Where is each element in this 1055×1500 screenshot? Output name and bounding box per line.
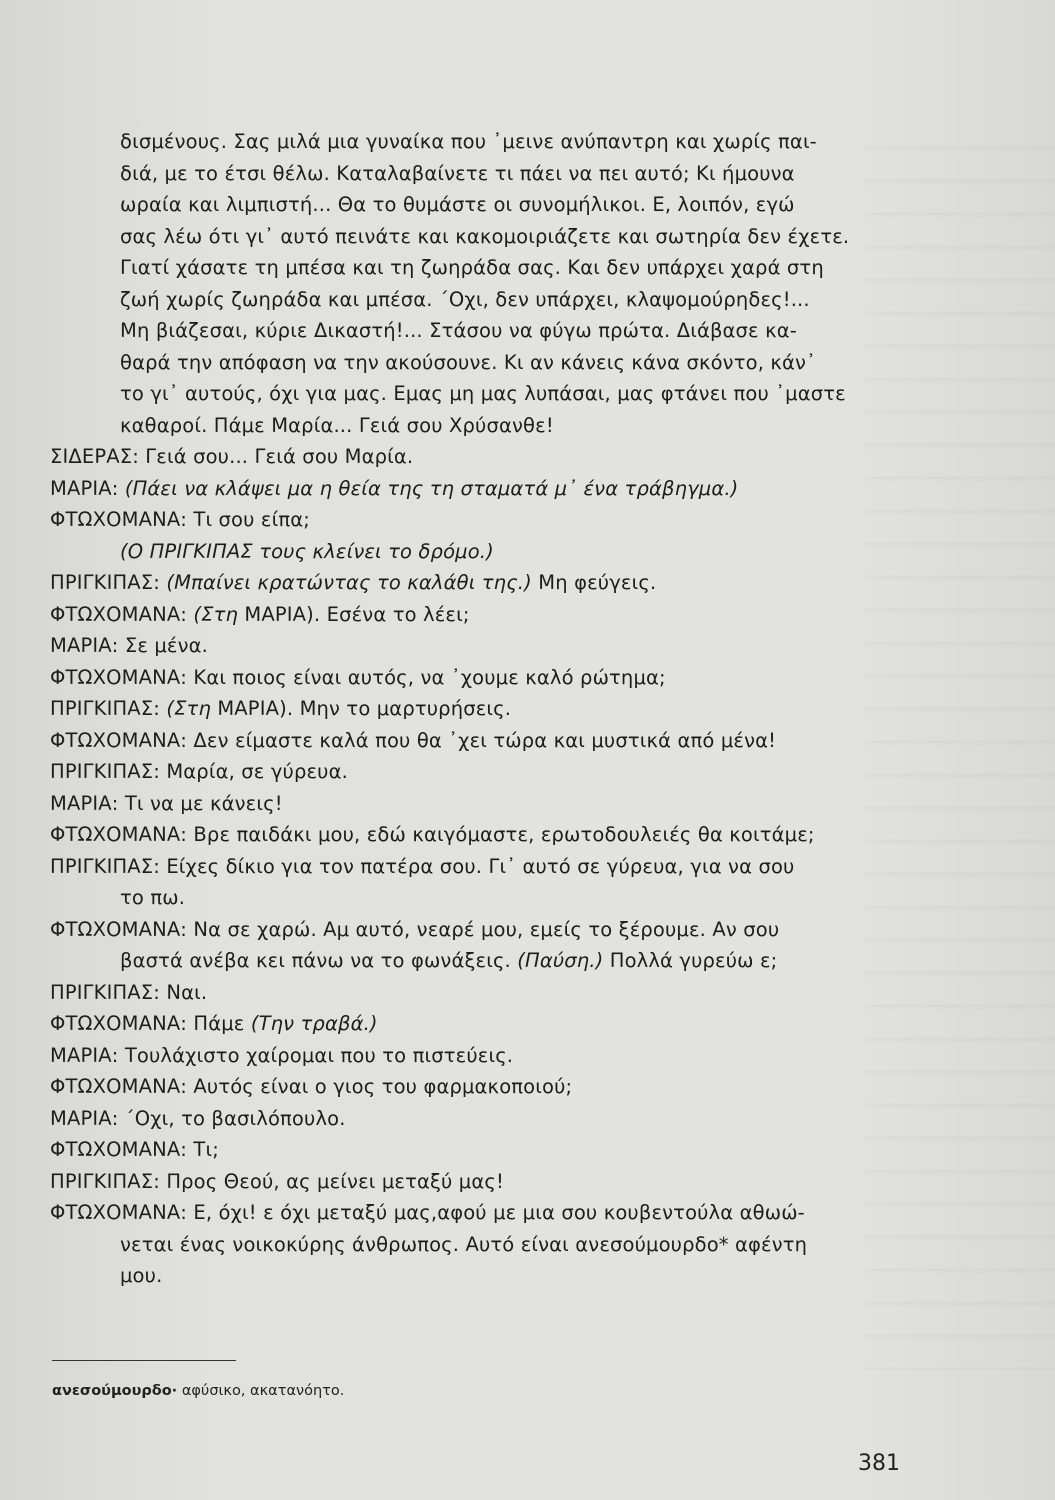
dialogue-line	[50, 1071, 910, 1103]
dialogue-continuation	[50, 882, 910, 914]
dialogue-line	[50, 1197, 910, 1229]
spoken-text: ΄Οχι, το βασιλόπουλο.	[124, 1106, 346, 1130]
text-line: Γιατί χάσατε τη μπέσα και τη ζωηράδα σας. Και δεν υπάρχει χαρά στη	[120, 256, 824, 279]
spoken-text: Μη φεύγεις.	[538, 571, 657, 594]
speaker-name: ΣΙΔΕΡΑΣ:	[50, 445, 139, 468]
text-line: το γι᾽ αυτούς, όχι για μας. Εμας μη μας λυπάσαι, μας φτάνει που ᾽μαστε	[120, 382, 846, 405]
stage-direction: (Ο ΠΡΙΓΚΙΠΑΣ τους κλείνει το δρόμο.)	[120, 539, 494, 563]
speaker-name: ΠΡΙΓΚΙΠΑΣ:	[50, 1169, 160, 1193]
spoken-text: Εσένα το λέει;	[326, 602, 470, 626]
spoken-text: Τι σου είπα;	[193, 508, 310, 531]
spoken-text: μου.	[120, 1264, 163, 1287]
spoken-text: Ε, όχι! ε όχι μεταξύ μας,αφού με μια σου κουβεντούλα αθωώ-	[193, 1201, 805, 1224]
dialogue-line	[50, 473, 910, 505]
dialogue-line	[50, 1008, 910, 1040]
speaker-name: ΦΤΩΧΟΜΑΝΑ:	[50, 1012, 188, 1035]
speaker-name: ΠΡΙΓΚΙΠΑΣ:	[50, 854, 160, 878]
spoken-text: Πάμε	[193, 1012, 245, 1035]
dialogue-line	[50, 567, 910, 599]
stage-direction: (Παύση.)	[517, 949, 604, 972]
speaker-name: ΦΤΩΧΟΜΑΝΑ:	[50, 1201, 188, 1224]
spoken-text: Δεν είμαστε καλά που θα ᾽χει τώρα και μυστικά από μένα!	[193, 728, 777, 752]
dialogue-line	[50, 1103, 910, 1135]
spoken-text: Πολλά γυρεύω ε;	[609, 949, 778, 972]
speaker-name: ΦΤΩΧΟΜΑΝΑ:	[50, 728, 188, 752]
stage-direction-name: ΜΑΡΙΑ).	[217, 697, 294, 720]
speaker-name: ΠΡΙΓΚΙΠΑΣ:	[50, 571, 160, 594]
dialogue-line	[50, 599, 910, 631]
dialogue-line	[50, 662, 910, 694]
speaker-name: ΠΡΙΓΚΙΠΑΣ:	[50, 760, 160, 783]
speaker-name: ΦΤΩΧΟΜΑΝΑ:	[50, 1138, 188, 1161]
dialogue-line	[50, 504, 910, 536]
stage-direction: (Στη	[193, 602, 239, 626]
spoken-text: Να σε χαρώ. Αμ αυτό, νεαρέ μου, εμείς το ξέρουμε. Αν σου	[193, 917, 780, 941]
speaker-name: ΦΤΩΧΟΜΑΝΑ:	[50, 917, 188, 941]
spoken-text: Τι να με κάνεις!	[124, 791, 283, 815]
stage-direction-line	[50, 536, 910, 568]
speaker-name: ΦΤΩΧΟΜΑΝΑ:	[50, 665, 188, 689]
dialogue-line	[50, 851, 910, 883]
speaker-name: ΦΤΩΧΟΜΑΝΑ:	[50, 508, 188, 531]
text-line: Μη βιάζεσαι, κύριε Δικαστή!... Στάσου να φύγω πρώτα. Διάβασε κα-	[120, 319, 797, 342]
stage-direction: (Την τραβά.)	[250, 1012, 378, 1035]
spoken-text: το πω.	[120, 886, 186, 909]
spoken-text: Είχες δίκιο για τον πατέρα σου. Γι᾽ αυτό σε γύρευα, για να σου	[166, 854, 795, 878]
footnote	[52, 1383, 344, 1399]
dialogue-continuation	[50, 1229, 910, 1261]
speaker-name: ΜΑΡΙΑ:	[50, 476, 119, 500]
dialogue-line	[50, 819, 910, 851]
dialogue-line	[50, 756, 910, 788]
dialogue-line	[50, 630, 910, 662]
dialogue-line	[50, 725, 910, 757]
stage-direction: (Πάει να κλάψει μα η θεία της τη σταματά μ᾽ ένα τράβηγμα.)	[124, 476, 739, 500]
spoken-text: Γειά σου... Γειά σου Μαρία.	[145, 445, 414, 468]
speaker-name: ΠΡΙΓΚΙΠΑΣ:	[50, 697, 160, 720]
spoken-text: Σε μένα.	[124, 634, 208, 657]
footnote-divider	[52, 1360, 236, 1361]
speaker-name: ΜΑΡΙΑ:	[50, 791, 119, 815]
speaker-name: ΦΤΩΧΟΜΑΝΑ:	[50, 1075, 188, 1098]
dialogue-continuation	[50, 945, 910, 977]
speaker-name: ΦΤΩΧΟΜΑΝΑ:	[50, 602, 188, 626]
stage-direction-name: ΜΑΡΙΑ).	[244, 602, 321, 626]
dialogue-line	[50, 1134, 910, 1166]
dialogue-continuation	[50, 1260, 910, 1292]
spoken-text: Τι;	[193, 1138, 219, 1161]
spoken-text: Τουλάχιστο χαίρομαι που το πιστεύεις.	[124, 1043, 514, 1067]
dialogue-line	[50, 693, 910, 725]
speaker-name: ΜΑΡΙΑ:	[50, 1106, 119, 1130]
speaker-name: ΠΡΙΓΚΙΠΑΣ:	[50, 980, 160, 1004]
text-line: καθαροί. Πάμε Μαρία... Γειά σου Χρύσανθε!	[120, 413, 554, 437]
spoken-text: Και ποιος είναι αυτός, να ᾽χουμε καλό ρώτημα;	[193, 665, 666, 689]
spoken-text: Αυτός είναι ο γιος του φαρμακοποιού;	[193, 1075, 573, 1098]
footnote-term: ανεσούμουρδο·	[52, 1383, 178, 1399]
text-line: ωραία και λιμπιστή... Θα το θυμάστε οι συνομήλικοι. Ε, λοιπόν, εγώ	[120, 193, 795, 216]
footnote-definition: αφύσικο, ακατανόητο.	[181, 1383, 345, 1399]
speaker-name: ΜΑΡΙΑ:	[50, 634, 119, 657]
text-line: διά, με το έτσι θέλω. Καταλαβαίνετε τι πάει να πει αυτό; Κι ήμουνα	[120, 161, 795, 185]
dialogue-line	[50, 788, 910, 820]
spoken-text: Ναι.	[166, 980, 208, 1004]
spoken-text: βαστά ανέβα κει πάνω να το φωνάξεις.	[120, 949, 511, 972]
spoken-text: Μην το μαρτυρήσεις.	[299, 697, 512, 720]
spoken-text: νεται ένας νοικοκύρης άνθρωπος. Αυτό είναι ανεσούμουρδο* αφέντη	[120, 1232, 808, 1256]
speaker-name: ΦΤΩΧΟΜΑΝΑ:	[50, 823, 188, 846]
text-line: ζωή χωρίς ζωηράδα και μπέσα. ΄Οχι, δεν υπάρχει, κλαψομούρηδες!...	[120, 287, 810, 311]
spoken-text: Βρε παιδάκι μου, εδώ καιγόμαστε, ερωτοδουλειές θα κοιτάμε;	[193, 823, 815, 846]
text-line: σας λέω ότι γι᾽ αυτό πεινάτε και κακομοιριάζετε και σωτηρία δεν έχετε.	[120, 224, 850, 248]
dialogue-line	[50, 1040, 910, 1072]
text-line: δισμένους. Σας μιλά μια γυναίκα που ᾽μεινε ανύπαντρη και χωρίς παι-	[120, 130, 817, 153]
play-text	[50, 126, 910, 1292]
speaker-name: ΜΑΡΙΑ:	[50, 1043, 119, 1067]
stage-direction: (Μπαίνει κρατώντας το καλάθι της.)	[166, 571, 532, 594]
text-line: θαρά την απόφαση να την ακούσουνε. Κι αν κάνεις κάνα σκόντο, κάν᾽	[120, 350, 816, 374]
dialogue-line	[50, 441, 910, 473]
dialogue-line	[50, 977, 910, 1009]
spoken-text: Μαρία, σε γύρευα.	[166, 760, 348, 783]
dialogue-line	[50, 1166, 910, 1198]
opening-speech	[50, 126, 910, 441]
page-number: 381	[858, 1451, 900, 1476]
spoken-text: Προς Θεού, ας μείνει μεταξύ μας!	[166, 1169, 504, 1193]
stage-direction: (Στη	[166, 697, 211, 720]
dialogue-line	[50, 914, 910, 946]
